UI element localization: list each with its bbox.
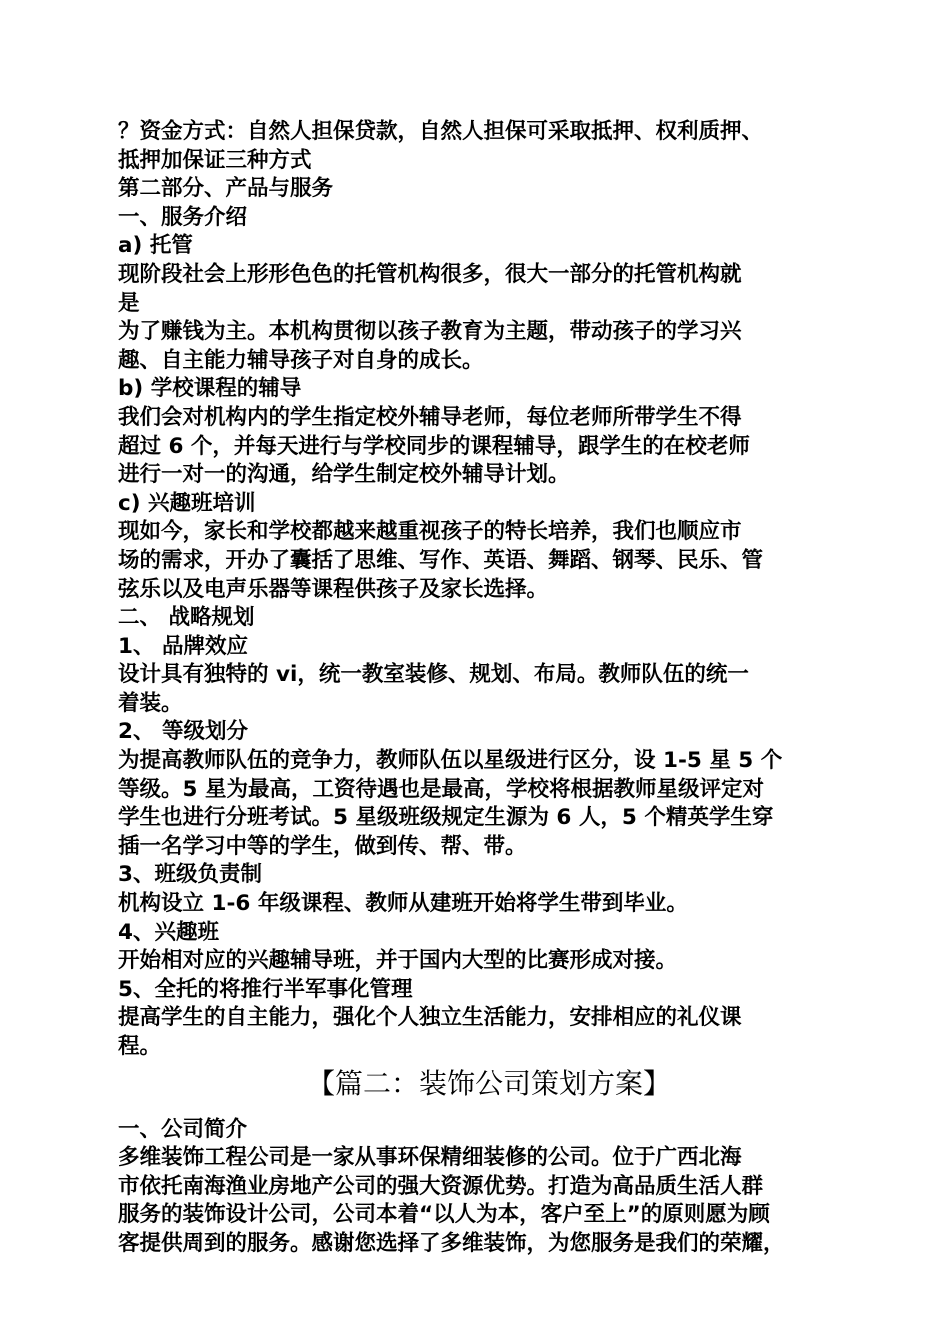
text-line: 为了赚钱为主。本机构贯彻以孩子教育为主题，带动孩子的学习兴 (118, 319, 742, 345)
text-line: 学生也进行分班考试。5 星级班级规定生源为 6 人，5 个精英学生穿 (118, 805, 774, 831)
text-line: 是 (118, 290, 140, 316)
text-line: 插一名学习中等的学生，做到传、帮、带。 (118, 833, 527, 859)
item-heading: 2、 等级划分 (118, 719, 248, 745)
subsection-heading: 二、 战略规划 (118, 605, 255, 631)
text-line: 场的需求，开办了囊括了思维、写作、英语、舞蹈、钢琴、民乐、管 (118, 547, 764, 573)
subsection-heading: 一、服务介绍 (118, 204, 248, 230)
text-line: 市依托南海渔业房地产公司的强大资源优势。打造为高品质生活人群 (118, 1173, 764, 1199)
section-heading: 第二部分、产品与服务 (118, 176, 334, 202)
text-line: 服务的装饰设计公司，公司本着“以人为本，客户至上”的原则愿为顾 (118, 1202, 770, 1228)
text-line: 着装。 (118, 690, 183, 716)
item-heading: 1、 品牌效应 (118, 633, 248, 659)
text-line: 我们会对机构内的学生指定校外辅导老师，每位老师所带学生不得 (118, 404, 742, 430)
document-body (118, 118, 848, 1259)
text-line: 进行一对一的沟通，给学生制定校外辅导计划。 (118, 462, 570, 488)
text-line: 程。 (118, 1034, 162, 1059)
item-heading: 4、兴趣班 (118, 919, 219, 945)
text-line: 设计具有独特的 vi，统一教室装修、规划、布局。教师队伍的统一 (118, 662, 749, 688)
item-heading: 5、全托的将推行半军事化管理 (118, 976, 413, 1002)
text-line: 等级。5 星为最高，工资待遇也是最高，学校将根据教师星级评定对 (118, 776, 764, 802)
item-heading: a) 托管 (118, 233, 193, 259)
text-line: 客提供周到的服务。感谢您选择了多维装饰，为您服务是我们的荣耀， (118, 1230, 785, 1256)
text-line: 为提高教师队伍的竞争力，教师队伍以星级进行区分，设 1-5 星 5 个 (118, 748, 783, 774)
text-line: 现如今，家长和学校都越来越重视孩子的特长培养，我们也顺应市 (118, 519, 742, 545)
item-heading: c) 兴趣班培训 (118, 490, 256, 516)
text-line: 多维装饰工程公司是一家从事环保精细装修的公司。位于广西北海 (118, 1145, 742, 1171)
text-line: 趣、自主能力辅导孩子对自身的成长。 (118, 347, 484, 373)
item-heading: 3、班级负责制 (118, 862, 262, 888)
text-line: 弦乐以及电声乐器等课程供孩子及家长选择。 (118, 576, 549, 602)
text-line: 提高学生的自主能力，强化个人独立生活能力，安排相应的礼仪课 (118, 1005, 742, 1031)
text-line: 超过 6 个，并每天进行与学校同步的课程辅导，跟学生的在校老师 (118, 433, 750, 459)
text-line: ？资金方式：自然人担保贷款，自然人担保可采取抵押、权利质押、 (118, 119, 764, 144)
chapter-title: 【篇二：装饰公司策划方案】 (306, 1066, 671, 1100)
text-line: 抵押加保证三种方式 (118, 147, 312, 173)
item-heading: b) 学校课程的辅导 (118, 376, 302, 402)
text-line: 机构设立 1-6 年级课程、教师从建班开始将学生带到毕业。 (118, 891, 688, 917)
text-line: 开始相对应的兴趣辅导班，并于国内大型的比赛形成对接。 (118, 948, 678, 974)
text-line: 现阶段社会上形形色色的托管机构很多，很大一部分的托管机构就 (118, 261, 742, 287)
subsection-heading: 一、公司简介 (118, 1116, 248, 1142)
